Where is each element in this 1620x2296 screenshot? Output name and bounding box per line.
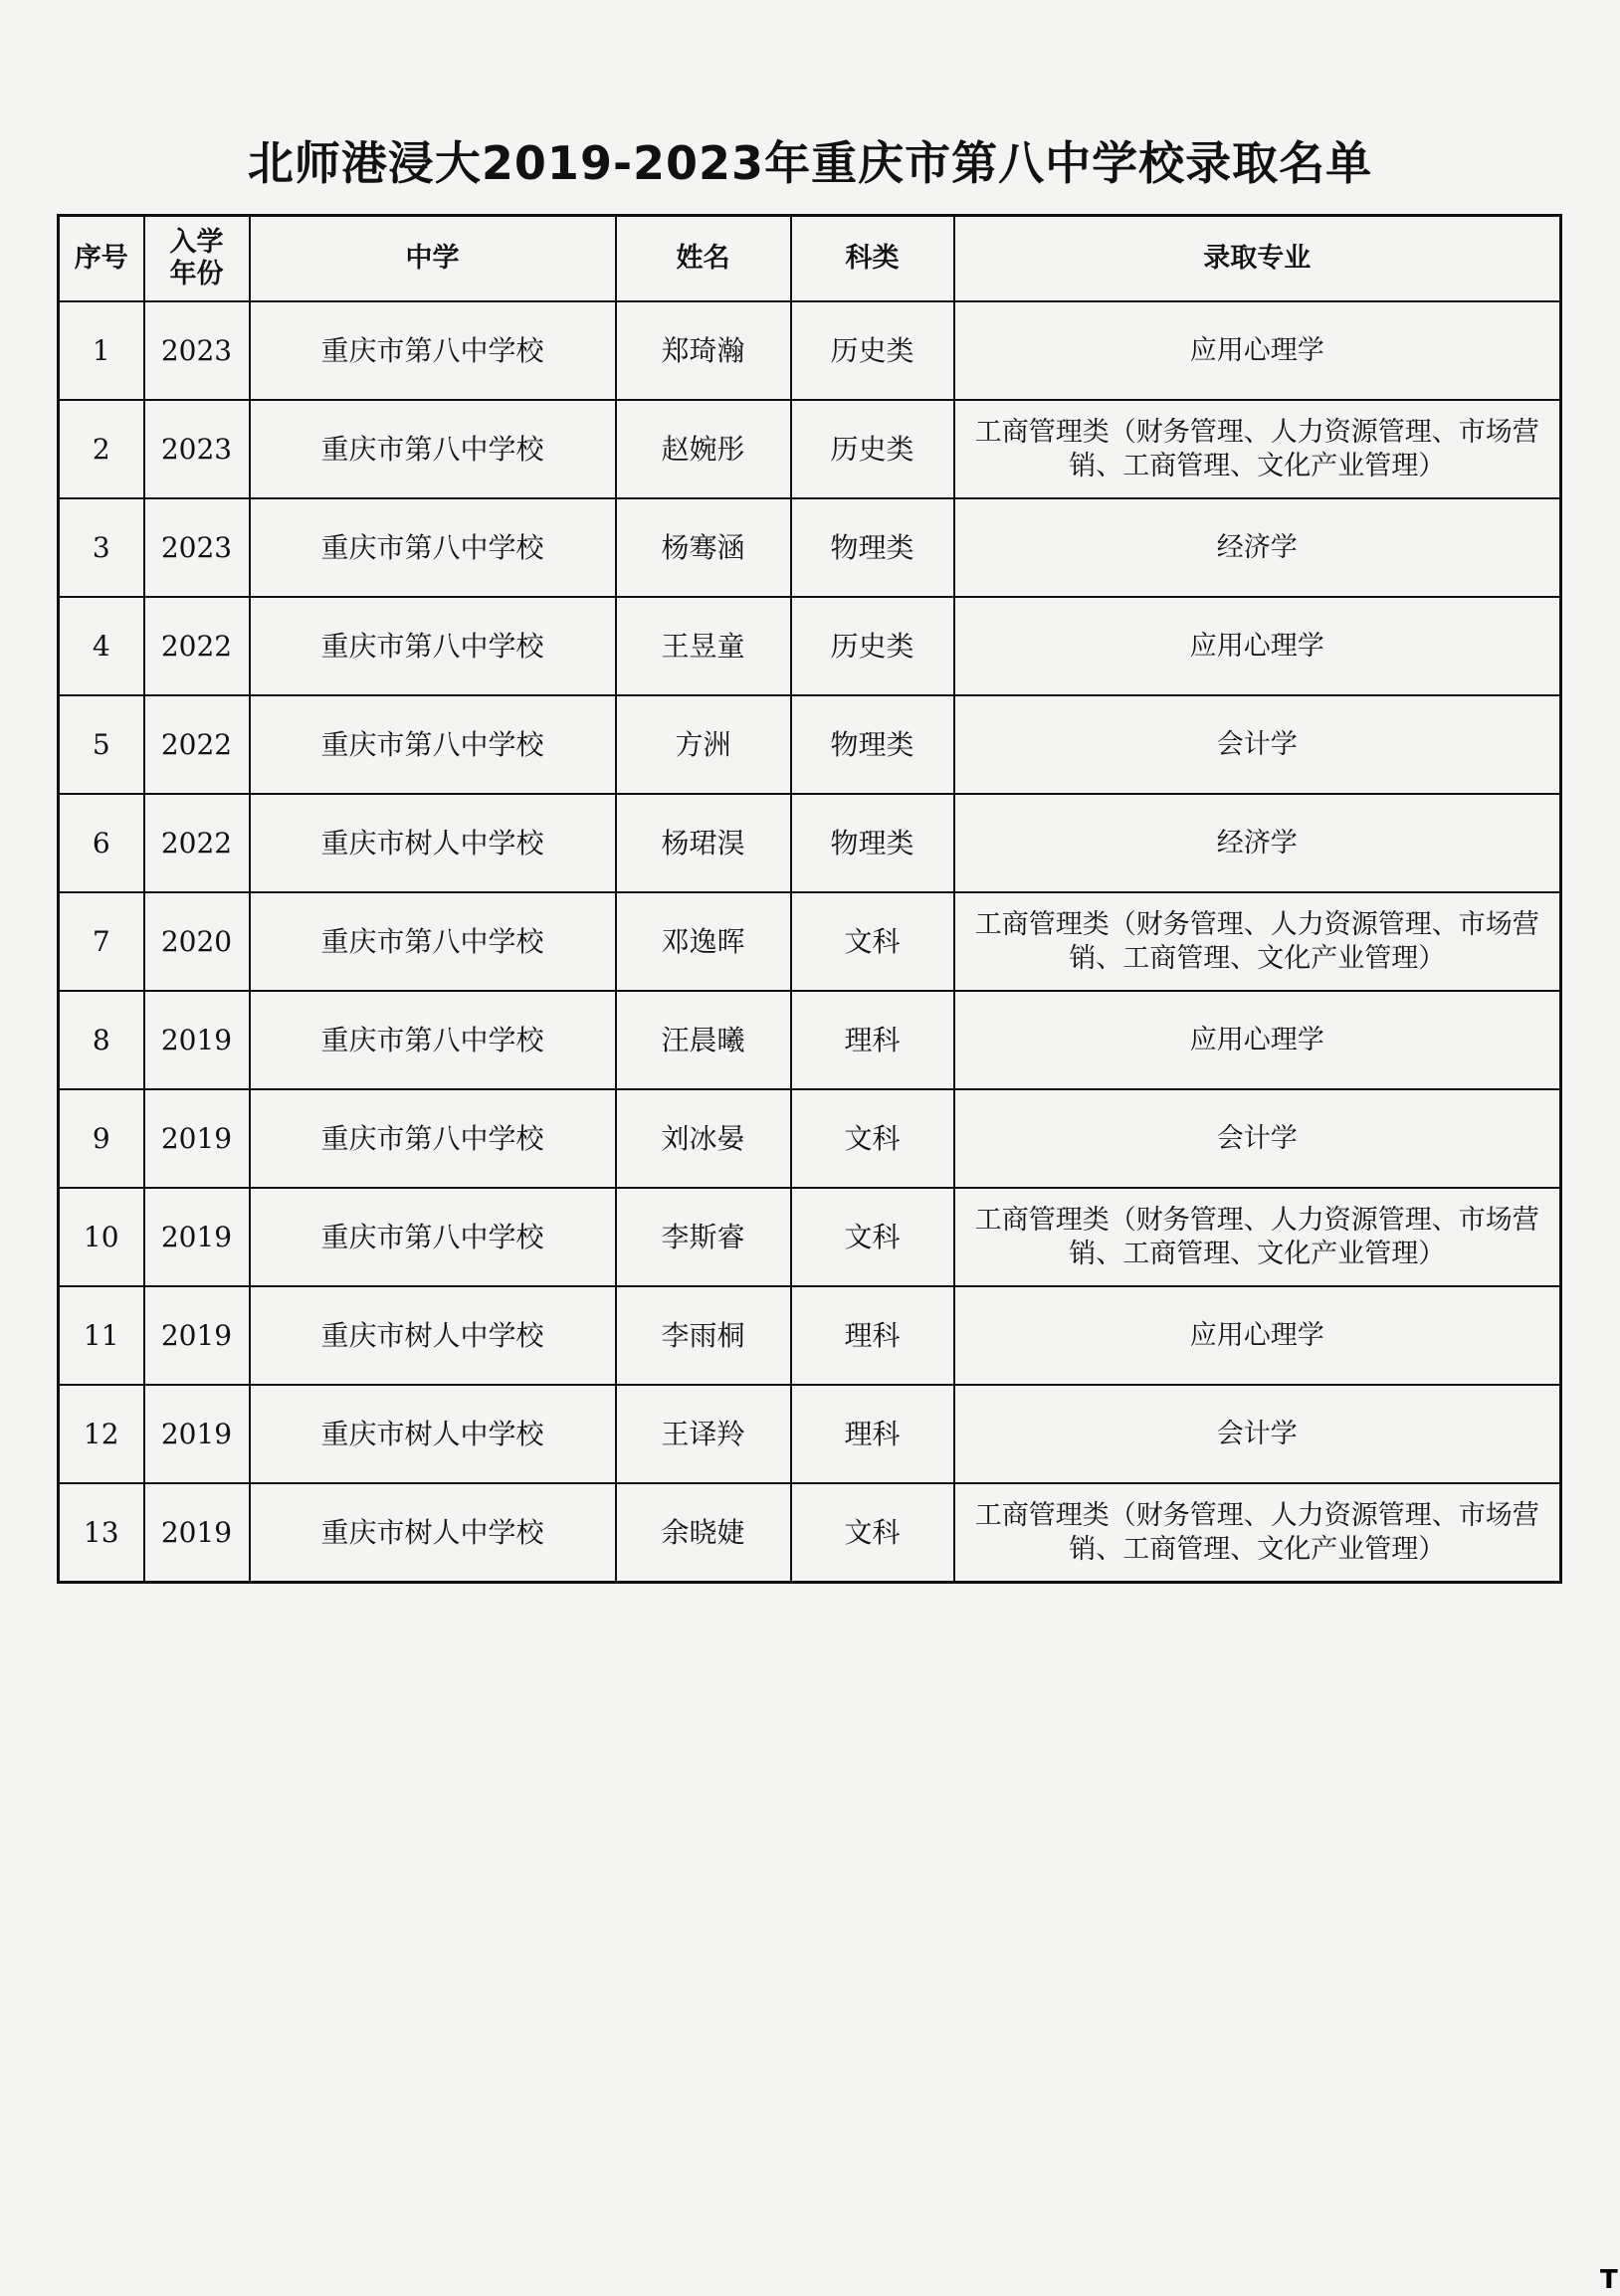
cell-name: 赵婉彤 <box>616 400 791 498</box>
cell-name: 邓逸晖 <box>616 892 791 991</box>
page-title: 北师港浸大2019-2023年重庆市第八中学校录取名单 <box>247 136 1373 190</box>
cell-major: 会计学 <box>954 1089 1561 1188</box>
cell-name: 汪晨曦 <box>616 991 791 1089</box>
cell-major: 工商管理类（财务管理、人力资源管理、市场营销、工商管理、文化产业管理） <box>954 892 1561 991</box>
cell-school: 重庆市第八中学校 <box>250 695 616 794</box>
cell-name: 杨珺淏 <box>616 794 791 892</box>
cell-school: 重庆市第八中学校 <box>250 1089 616 1188</box>
cell-year: 2023 <box>144 301 250 400</box>
cell-year: 2022 <box>144 794 250 892</box>
table-row <box>59 1286 1561 1385</box>
header-name: 姓名 <box>616 216 791 302</box>
table-row <box>59 794 1561 892</box>
cell-major: 经济学 <box>954 794 1561 892</box>
cell-name: 方洲 <box>616 695 791 794</box>
cell-index: 10 <box>59 1188 144 1286</box>
table-row <box>59 892 1561 991</box>
corner-mark: T <box>1600 2265 1618 2295</box>
cell-index: 3 <box>59 498 144 597</box>
header-track: 科类 <box>791 216 954 302</box>
cell-name: 王昱童 <box>616 597 791 695</box>
cell-year: 2020 <box>144 892 250 991</box>
cell-school: 重庆市第八中学校 <box>250 301 616 400</box>
table-row <box>59 1483 1561 1583</box>
cell-school: 重庆市第八中学校 <box>250 597 616 695</box>
table-row <box>59 1385 1561 1483</box>
cell-index: 11 <box>59 1286 144 1385</box>
table-header-row <box>59 216 1561 302</box>
cell-track: 文科 <box>791 1089 954 1188</box>
cell-track: 历史类 <box>791 301 954 400</box>
cell-index: 8 <box>59 991 144 1089</box>
cell-school: 重庆市树人中学校 <box>250 794 616 892</box>
cell-index: 5 <box>59 695 144 794</box>
cell-track: 理科 <box>791 1286 954 1385</box>
cell-name: 杨骞涵 <box>616 498 791 597</box>
table-row <box>59 400 1561 498</box>
cell-index: 2 <box>59 400 144 498</box>
table-row <box>59 1188 1561 1286</box>
cell-index: 12 <box>59 1385 144 1483</box>
cell-major: 工商管理类（财务管理、人力资源管理、市场营销、工商管理、文化产业管理） <box>954 1483 1561 1583</box>
cell-year: 2019 <box>144 991 250 1089</box>
cell-school: 重庆市第八中学校 <box>250 400 616 498</box>
cell-school: 重庆市树人中学校 <box>250 1286 616 1385</box>
cell-track: 物理类 <box>791 695 954 794</box>
cell-index: 7 <box>59 892 144 991</box>
cell-school: 重庆市第八中学校 <box>250 991 616 1089</box>
cell-track: 文科 <box>791 1188 954 1286</box>
cell-year: 2019 <box>144 1089 250 1188</box>
header-school: 中学 <box>250 216 616 302</box>
cell-track: 物理类 <box>791 498 954 597</box>
cell-index: 4 <box>59 597 144 695</box>
cell-track: 文科 <box>791 1483 954 1583</box>
cell-track: 理科 <box>791 991 954 1089</box>
cell-school: 重庆市树人中学校 <box>250 1385 616 1483</box>
cell-index: 9 <box>59 1089 144 1188</box>
cell-year: 2022 <box>144 597 250 695</box>
admission-table <box>57 214 1562 1584</box>
table-row <box>59 597 1561 695</box>
cell-school: 重庆市树人中学校 <box>250 1483 616 1583</box>
table-row <box>59 695 1561 794</box>
cell-year: 2019 <box>144 1385 250 1483</box>
cell-track: 文科 <box>791 892 954 991</box>
cell-major: 工商管理类（财务管理、人力资源管理、市场营销、工商管理、文化产业管理） <box>954 1188 1561 1286</box>
table-row <box>59 301 1561 400</box>
cell-index: 13 <box>59 1483 144 1583</box>
cell-name: 余晓婕 <box>616 1483 791 1583</box>
cell-major: 应用心理学 <box>954 1286 1561 1385</box>
cell-name: 王译羚 <box>616 1385 791 1483</box>
cell-track: 历史类 <box>791 400 954 498</box>
cell-index: 1 <box>59 301 144 400</box>
cell-major: 会计学 <box>954 695 1561 794</box>
cell-year: 2019 <box>144 1188 250 1286</box>
cell-major: 会计学 <box>954 1385 1561 1483</box>
cell-major: 工商管理类（财务管理、人力资源管理、市场营销、工商管理、文化产业管理） <box>954 400 1561 498</box>
table-body <box>59 301 1561 1583</box>
table-row <box>59 991 1561 1089</box>
cell-major: 应用心理学 <box>954 991 1561 1089</box>
table-row <box>59 1089 1561 1188</box>
cell-name: 李斯睿 <box>616 1188 791 1286</box>
cell-track: 物理类 <box>791 794 954 892</box>
cell-track: 历史类 <box>791 597 954 695</box>
cell-track: 理科 <box>791 1385 954 1483</box>
cell-name: 李雨桐 <box>616 1286 791 1385</box>
cell-index: 6 <box>59 794 144 892</box>
cell-year: 2022 <box>144 695 250 794</box>
cell-year: 2019 <box>144 1286 250 1385</box>
header-index: 序号 <box>59 216 144 302</box>
cell-year: 2023 <box>144 400 250 498</box>
cell-school: 重庆市第八中学校 <box>250 1188 616 1286</box>
table-row <box>59 498 1561 597</box>
cell-major: 经济学 <box>954 498 1561 597</box>
cell-school: 重庆市第八中学校 <box>250 498 616 597</box>
cell-major: 应用心理学 <box>954 597 1561 695</box>
header-year: 入学年份 <box>144 216 250 302</box>
cell-year: 2019 <box>144 1483 250 1583</box>
header-major: 录取专业 <box>954 216 1561 302</box>
cell-name: 郑琦瀚 <box>616 301 791 400</box>
cell-year: 2023 <box>144 498 250 597</box>
cell-major: 应用心理学 <box>954 301 1561 400</box>
cell-name: 刘冰晏 <box>616 1089 791 1188</box>
cell-school: 重庆市第八中学校 <box>250 892 616 991</box>
